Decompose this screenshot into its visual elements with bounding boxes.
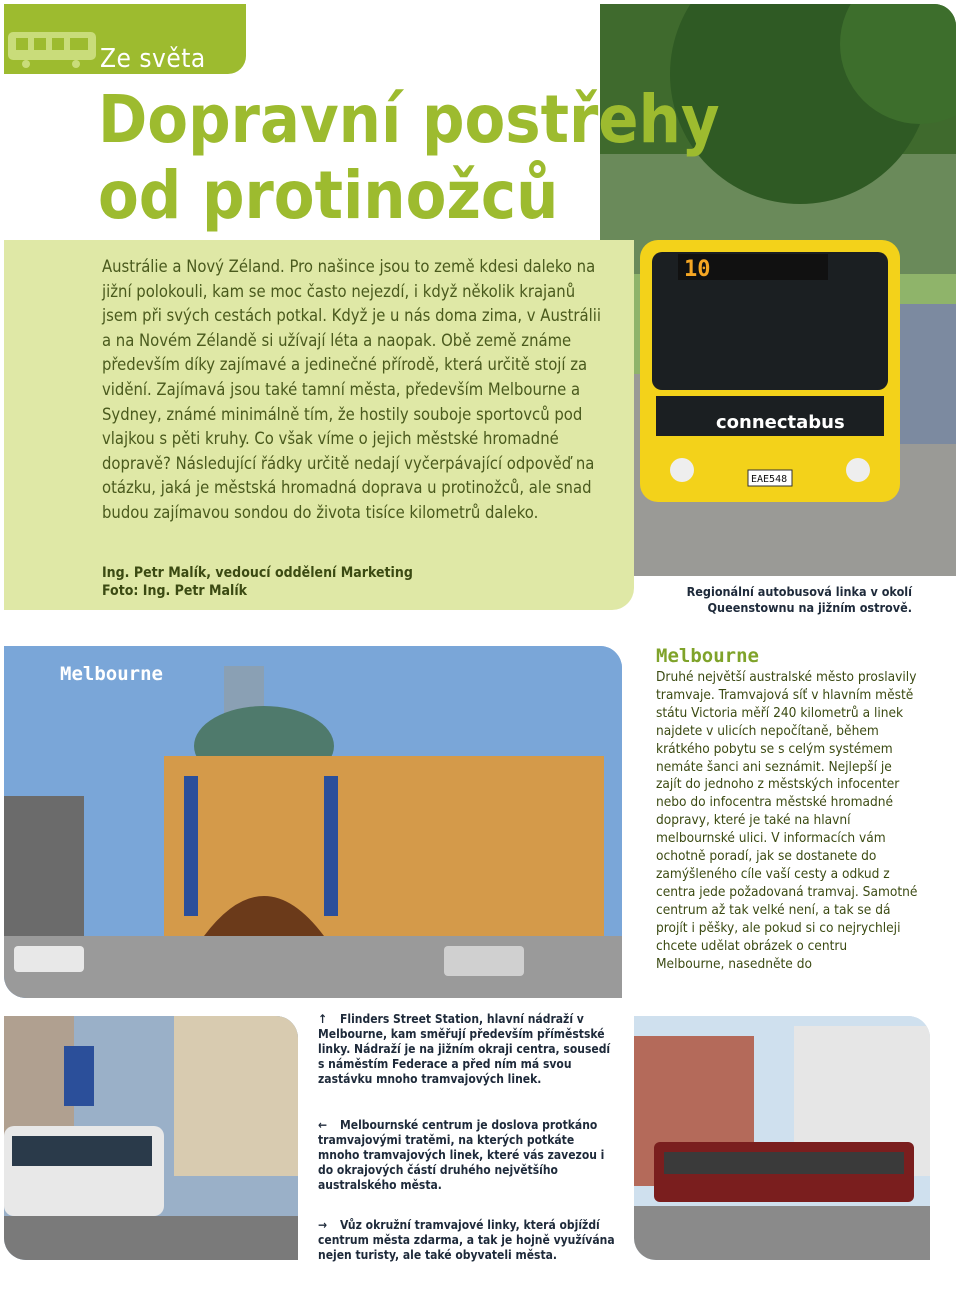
section-label: Ze světa (100, 44, 206, 74)
title-line-2: od protinožců (98, 157, 559, 234)
author-name: Ing. Petr Malík, vedoucí oddělení Marketing (102, 565, 413, 581)
melbourne-heading: Melbourne (656, 645, 759, 667)
tram-right-photo (634, 1016, 930, 1260)
bus-brand: connectabus (716, 412, 845, 433)
bus-plate: EAE548 (751, 474, 788, 485)
tram-left-caption-text: Melbournské centrum je doslova protkáno tramvajovými tratěmi, na kterých potkáte mnoho tramvajových linek, které vás zavezou i do okrajových částí druhého největšího australského města. (318, 1118, 605, 1192)
tram-left-caption (318, 1118, 618, 1193)
intro-text: Austrálie a Nový Zéland. Pro našince jsou to země kdesi daleko na jižní polokouli, kam se moc často nejezdí, i když několik krajanů jsem při svých cestách potkal. Když je u nás doma zima, v Austrálii a na Novém Zélandě si užívají léta a naopak. Obě země známe především díky zajímavé a jedinečné přírodě, která určitě stojí za vidění. Zajímavá jsou také tamní města, především Melbourne a Sydney, známé minimálně tím, že hostily souboje sportovců pod vlajkou s pěti kruhy. Co však víme o jejich městské hromadné dopravě? Následující řádky určitě nedají vyčerpávající odpověď na otázku, jaká je městská hromadná doprava u protinožců, ale snad budou zajímavou sondou do života tisíce kilometrů daleko. (102, 257, 601, 522)
arrow-up-icon: ↑ (318, 1012, 328, 1026)
author-block (102, 564, 522, 600)
station-caption-text: Flinders Street Station, hlavní nádraží v Melbourne, kam směřují především příměstské linky. Nádraží je na jižním okraji centra, sousedí s náměstím Federace a před ním má svou zastávku mnoho tramvajových linek. (318, 1012, 611, 1086)
bus-caption: Regionální autobusová linka v okolí Queenstownu na jižním ostrově. (686, 584, 912, 615)
melbourne-photo-label: Melbourne (60, 663, 163, 685)
tram-right-image (634, 1016, 930, 1260)
tram-left-photo (4, 1016, 298, 1260)
station-caption (318, 1012, 618, 1087)
station-photo (4, 646, 622, 998)
photo-credit: Foto: Ing. Petr Malík (102, 583, 248, 599)
melbourne-body: Druhé největší australské město proslavily tramvaje. Tramvajová síť v hlavním městě státu Victoria měří 240 kilometrů a linek najdete v ulicích nepočítaně, během krátkého pobytu se s celým systémem nemáte šanci ani seznámit. Nejlepší je zajít do jednoho z městských infocenter nebo do infocentra městské hromadné dopravy, které je také na hlavní melbournské ulici. V informacích vám ochotně poradí, jak se dostanete do zamýšleného cíle vaší cesty a odkud z centra jede požadovaná tramvaj. Samotné centrum až tak velké není, a tak se dá projít i pěšky, ale pokud si co nejrychleji chcete udělat obrázek o centru Melbourne, nasedněte do (656, 669, 918, 972)
bus-route-number: 10 (684, 257, 711, 282)
page-title (98, 82, 818, 234)
arrow-left-icon: ← (318, 1118, 328, 1132)
tram-right-caption (318, 1218, 618, 1263)
station-image (4, 646, 622, 998)
tram-icon (4, 26, 100, 70)
tram-left-image (4, 1016, 298, 1260)
arrow-right-icon: → (318, 1218, 328, 1232)
title-line-1: Dopravní postřehy (98, 81, 720, 158)
tram-right-caption-text: Vůz okružní tramvajové linky, která objíždí centrum města zdarma, a tak je hojně využívána nejen turisty, ale také obyvateli města. (318, 1218, 615, 1262)
